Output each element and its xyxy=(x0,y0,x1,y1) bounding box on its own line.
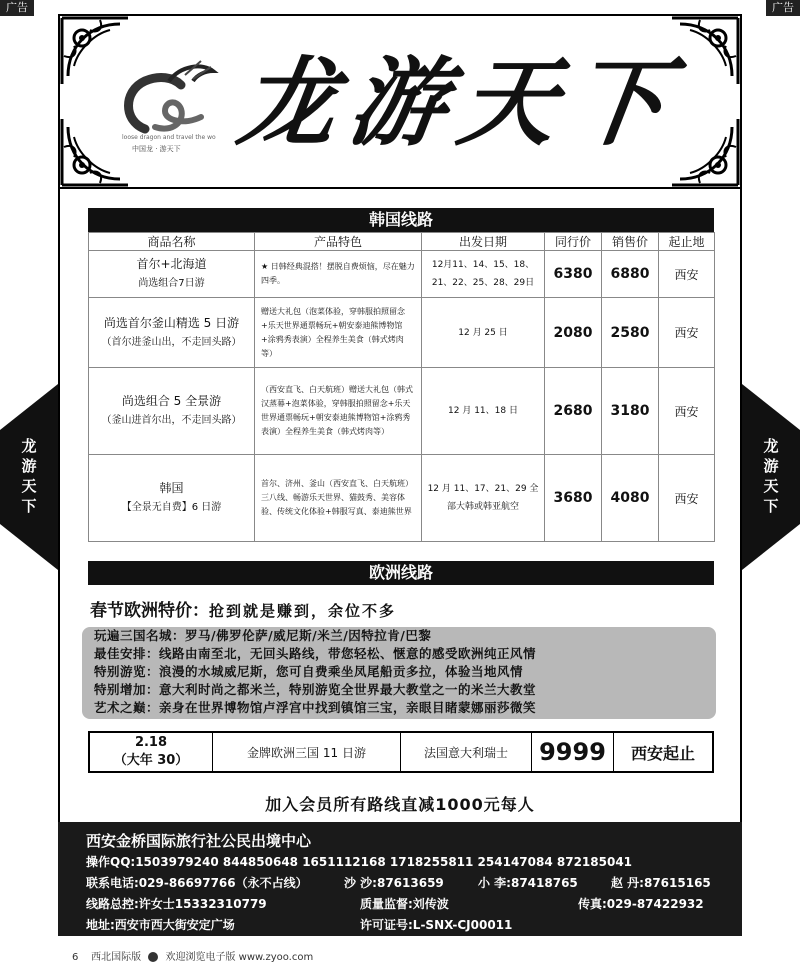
company-name: 西安金桥国际旅行社公民出境中心 xyxy=(86,832,312,850)
staff-contact: 小 李:87418765 xyxy=(478,876,578,890)
europe-highlights xyxy=(82,627,716,719)
route-features: 首尔、济州、釜山（西安直飞、白天航班）三八线、畅游乐天世界、猫鼓秀、美容体验、传统文化体验+韩服写真、泰迪熊世界 xyxy=(255,455,422,542)
sale-price: 6880 xyxy=(602,251,659,298)
contact-phone-line xyxy=(86,873,742,894)
contact-phone: 联系电话:029-86697766（永不占线） xyxy=(86,876,308,890)
page-footer xyxy=(72,948,313,963)
route-dates: 12月11、14、15、18、21、22、25、28、29日 xyxy=(422,251,545,298)
highlight-line: 最佳安排：线路由南至北，无回头路线，带您轻松、惬意的感受欧洲纯正风情 xyxy=(94,646,537,661)
ribbon-char: 龙 xyxy=(763,437,779,455)
route-name: 尚选首尔釜山精选 5 日游 xyxy=(103,315,240,330)
staff-contact: 沙 沙:87613659 xyxy=(344,876,444,890)
route-subname: 尚选组合7日游 xyxy=(138,278,205,289)
fax-number: 传真:029-87422932 xyxy=(578,897,704,911)
peer-price: 2080 xyxy=(545,298,602,368)
highlight-line: 玩遍三国名城：罗马/佛罗伦萨/威尼斯/米兰/因特拉肯/巴黎 xyxy=(94,628,432,643)
route-origin: 西安 xyxy=(659,298,715,368)
contact-block xyxy=(58,822,742,936)
ribbon-char: 天 xyxy=(21,477,37,495)
member-offer: 加入会员所有路线直减1000元每人 xyxy=(265,795,535,814)
ad-label-left: 广告 xyxy=(0,0,34,16)
contact-qq: 操作QQ:1503979240 844850648 1651112168 1718255811 254147084 872185041 xyxy=(86,855,633,869)
promo-subheading: 抢到就是赚到，余位不多 xyxy=(209,602,397,620)
route-origin: 西安 xyxy=(659,368,715,455)
europe-promo-title xyxy=(90,596,396,621)
col-header: 销售价 xyxy=(602,233,659,251)
route-subname: （首尔进釜山出，不走回头路） xyxy=(101,336,242,348)
tour-name: 金牌欧洲三国 11 日游 xyxy=(213,733,401,771)
tour-date: 2.18 xyxy=(134,735,168,750)
route-dates: 12 月 11、17、21、29 全部大韩或韩亚航空 xyxy=(422,455,545,542)
sale-price: 2580 xyxy=(602,298,659,368)
ornament-corner-icon xyxy=(670,117,740,187)
route-dates: 12 月 11、18 日 xyxy=(422,368,545,455)
route-origin: 西安 xyxy=(659,251,715,298)
col-header: 产品特色 xyxy=(255,233,422,251)
table-row xyxy=(89,455,715,542)
route-features: ★ 日韩经典混搭！摆脱自费烦恼，尽在魅力四季。 xyxy=(255,251,422,298)
ad-label-right: 广告 xyxy=(766,0,800,16)
ribbon-char: 龙 xyxy=(21,437,37,455)
edition-name: 西北国际版 xyxy=(91,952,142,963)
korea-routes-table xyxy=(88,232,715,542)
tour-date-note: （大年 30） xyxy=(113,753,189,768)
route-features: 赠送大礼包（泡菜体验，穿韩服拍照留念+乐天世界通票畅玩+朝安泰迪熊博物馆+涂鸦秀表演）全程养生美食（韩式烤肉等） xyxy=(255,298,422,368)
peer-price: 6380 xyxy=(545,251,602,298)
peer-price: 2680 xyxy=(545,368,602,455)
ribbon-char: 天 xyxy=(763,477,779,495)
license-number: 许可证号:L-SNX-CJ00011 xyxy=(360,918,513,932)
route-features: （西安直飞、白天航班）赠送大礼包（韩式汉蒸幕+泡菜体验，穿韩服拍照留念+乐天世界通票畅玩+朝安泰迪熊博物馆+涂鸦秀表演）全程养生美食（韩式烤肉等） xyxy=(255,368,422,455)
ribbon-char: 游 xyxy=(763,457,779,475)
col-header: 起止地 xyxy=(659,233,715,251)
route-origin: 西安 xyxy=(659,455,715,542)
page-number: 6 xyxy=(72,952,79,963)
footer-tagline: 欢迎浏览电子版 www.zyoo.com xyxy=(165,952,314,963)
highlight-line: 特别增加：意大利时尚之都米兰，特别游览全世界最大教堂之一的米兰大教堂 xyxy=(94,682,537,697)
promo-heading: 春节欧洲特价： xyxy=(90,601,209,621)
brand-title: 龙游天下 xyxy=(232,46,689,159)
side-ribbon-left xyxy=(0,384,58,570)
tour-price: 9999 xyxy=(532,733,614,771)
tour-date-cell xyxy=(90,733,213,771)
side-ribbon-right xyxy=(742,384,800,570)
brand-header xyxy=(58,14,742,189)
col-header: 商品名称 xyxy=(89,233,255,251)
europe-tour-row xyxy=(88,731,714,773)
col-header: 出发日期 xyxy=(422,233,545,251)
peer-price: 3680 xyxy=(545,455,602,542)
tour-origin: 西安起止 xyxy=(630,743,695,763)
highlight-line: 特别游览：浪漫的水城威尼斯，您可自费乘坐凤尾船贡多拉，体验当地风情 xyxy=(94,664,524,679)
europe-section-title: 欧洲线路 xyxy=(88,561,714,585)
route-name: 韩国 xyxy=(159,481,184,495)
address: 地址:西安市西大街安定广场 xyxy=(86,918,235,932)
ribbon-char: 游 xyxy=(21,457,37,475)
ribbon-char: 下 xyxy=(21,497,37,515)
logo-tagline: loose dragon and travel the wo xyxy=(122,134,216,141)
table-header-row xyxy=(89,233,715,251)
contact-address-line xyxy=(86,915,742,936)
table-row xyxy=(89,298,715,368)
logo-chinese-name: 中国龙 · 游天下 xyxy=(132,145,181,153)
col-header: 同行价 xyxy=(545,233,602,251)
contact-director-line xyxy=(86,894,742,915)
staff-contact: 赵 丹:87615165 xyxy=(611,876,711,890)
route-subname: 【全景无自费】6 日游 xyxy=(121,502,222,513)
sale-price: 3180 xyxy=(602,368,659,455)
route-subname: （釜山进首尔出，不走回头路） xyxy=(101,415,242,426)
edition-logo-icon xyxy=(148,952,158,962)
route-name: 首尔+北海道 xyxy=(136,257,207,271)
korea-section-title: 韩国线路 xyxy=(88,208,714,232)
table-row xyxy=(89,251,715,298)
ribbon-char: 下 xyxy=(763,497,779,515)
route-dates: 12 月 25 日 xyxy=(422,298,545,368)
route-name: 尚选组合 5 全景游 xyxy=(121,394,222,408)
highlight-line: 艺术之巅：亲身在世界博物馆卢浮宫中找到镇馆三宝，亲眼目睹蒙娜丽莎微笑 xyxy=(94,700,537,715)
table-row xyxy=(89,368,715,455)
tour-countries: 法国意大利瑞士 xyxy=(401,733,532,771)
route-director: 线路总控:许女士15332310779 xyxy=(86,897,267,911)
quality-supervisor: 质量监督:刘传波 xyxy=(360,897,449,911)
sale-price: 4080 xyxy=(602,455,659,542)
